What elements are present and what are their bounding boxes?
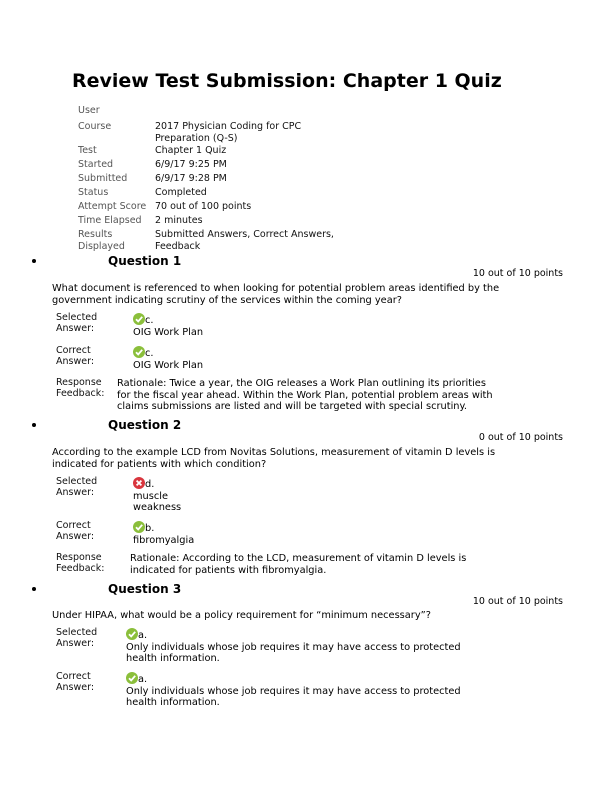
response-feedback-label: Response Feedback: bbox=[56, 552, 105, 574]
question-text: What document is referenced to when looking for potential problem areas identified by the government indicating scrutiny of the services within the coming year? bbox=[52, 283, 500, 306]
detail-value-started: 6/9/17 9:25 PM bbox=[155, 159, 227, 170]
correct-answer bbox=[133, 521, 433, 546]
answer-text: muscle weakness bbox=[133, 490, 182, 514]
detail-value-test: Chapter 1 Quiz bbox=[155, 145, 227, 156]
detail-value-time-elapsed: 2 minutes bbox=[155, 215, 203, 226]
check-icon bbox=[126, 628, 138, 640]
check-icon bbox=[133, 313, 145, 325]
answer-letter: a. bbox=[138, 630, 148, 641]
detail-label-status: Status bbox=[78, 187, 109, 198]
correct-answer-label: Correct Answer: bbox=[56, 520, 95, 542]
selected-answer bbox=[133, 313, 433, 338]
detail-value-results-displayed: Submitted Answers, Correct Answers, Feedback bbox=[155, 229, 334, 252]
question-bullet bbox=[32, 587, 36, 591]
response-feedback: Rationale: According to the LCD, measurement of vitamin D levels is indicated for patients with fibromyalgia. bbox=[130, 553, 467, 576]
question-bullet bbox=[32, 423, 36, 427]
question-title: Question 2 bbox=[108, 418, 182, 432]
response-feedback: Rationale: Twice a year, the OIG releases a Work Plan outlining its priorities for the fiscal year ahead. Within the Work Plan, potential problem areas with claims submissions are listed and will be targeted with special scrutiny. bbox=[117, 378, 493, 413]
answer-letter: a. bbox=[138, 674, 148, 685]
answer-text: Only individuals whose job requires it may have access to protected health information. bbox=[126, 685, 461, 709]
question-points: 0 out of 10 points bbox=[478, 432, 563, 443]
detail-label-course: Course bbox=[78, 121, 112, 132]
response-feedback-label: Response Feedback: bbox=[56, 377, 105, 399]
question-title: Question 3 bbox=[108, 582, 182, 596]
answer-letter: c. bbox=[145, 315, 154, 326]
check-icon bbox=[126, 672, 138, 684]
detail-value-attempt-score: 70 out of 100 points bbox=[155, 201, 252, 212]
question-bullet bbox=[32, 259, 36, 263]
question-text: According to the example LCD from Novitas Solutions, measurement of vitamin D levels is indicated for patients with which condition? bbox=[52, 447, 496, 470]
detail-label-submitted: Submitted bbox=[78, 173, 128, 184]
question-points: 10 out of 10 points bbox=[472, 268, 563, 279]
answer-text: Only individuals whose job requires it may have access to protected health information. bbox=[126, 641, 461, 665]
answer-letter: d. bbox=[145, 479, 155, 490]
question-points: 10 out of 10 points bbox=[472, 596, 563, 607]
detail-label-attempt-score: Attempt Score bbox=[78, 201, 147, 212]
detail-label-started: Started bbox=[78, 159, 114, 170]
check-icon bbox=[133, 521, 145, 533]
x-icon bbox=[133, 477, 145, 489]
check-icon bbox=[133, 346, 145, 358]
answer-text: fibromyalgia bbox=[133, 534, 195, 546]
answer-text: OIG Work Plan bbox=[133, 359, 204, 371]
correct-answer-label: Correct Answer: bbox=[56, 345, 95, 367]
detail-label-user: User bbox=[78, 105, 100, 116]
correct-answer bbox=[126, 672, 481, 709]
detail-label-results-displayed: Results Displayed bbox=[78, 229, 125, 252]
detail-value-submitted: 6/9/17 9:28 PM bbox=[155, 173, 227, 184]
selected-answer bbox=[133, 477, 193, 514]
correct-answer bbox=[133, 346, 433, 371]
detail-label-test: Test bbox=[78, 145, 97, 156]
answer-letter: c. bbox=[145, 348, 154, 359]
page-title: Review Test Submission: Chapter 1 Quiz bbox=[72, 70, 502, 92]
detail-value-course: 2017 Physician Coding for CPC Preparation (Q-S) bbox=[155, 121, 302, 144]
question-text: Under HIPAA, what would be a policy requirement for “minimum necessary”? bbox=[52, 610, 431, 621]
detail-value-status: Completed bbox=[155, 187, 207, 198]
correct-answer-label: Correct Answer: bbox=[56, 671, 95, 693]
selected-answer-label: Selected Answer: bbox=[56, 312, 98, 334]
answer-text: OIG Work Plan bbox=[133, 326, 204, 338]
selected-answer-label: Selected Answer: bbox=[56, 476, 98, 498]
selected-answer bbox=[126, 628, 481, 665]
question-title: Question 1 bbox=[108, 254, 182, 268]
detail-label-time-elapsed: Time Elapsed bbox=[78, 215, 142, 226]
selected-answer-label: Selected Answer: bbox=[56, 627, 98, 649]
answer-letter: b. bbox=[145, 523, 155, 534]
